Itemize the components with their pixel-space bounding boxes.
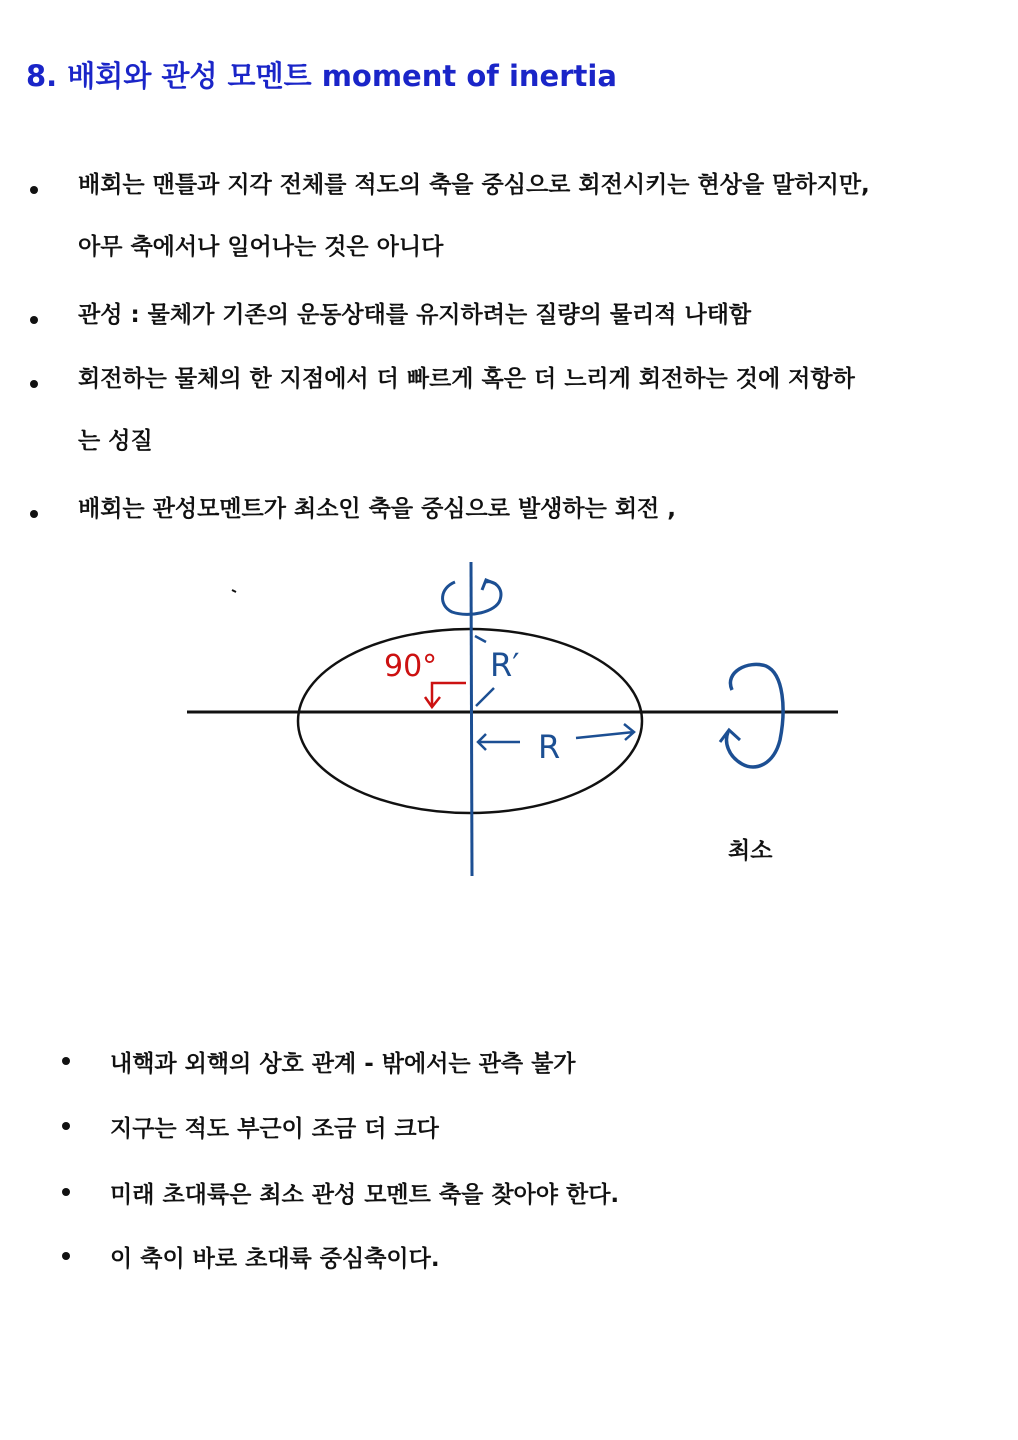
bullet-dot	[30, 186, 38, 194]
page-title: 8. 배회와 관성 모멘트 moment of inertia	[26, 59, 617, 93]
radius-arrow-right	[576, 724, 634, 740]
vertical-axis	[471, 562, 472, 876]
radius-prime-label: R′	[490, 646, 520, 684]
bullet-dot	[30, 380, 38, 388]
bullet-text: 회전하는 물체의 한 지점에서 더 빠르게 혹은 더 느리게 회전하는 것에 저항하	[78, 366, 855, 392]
radius-arrow-left	[478, 734, 520, 750]
angle-label: 90°	[384, 649, 438, 684]
bullet-continuation: 아무 축에서나 일어나는 것은 아니다	[78, 234, 444, 260]
bullet-text: 관성 : 물체가 기존의 운동상태를 유지하려는 질량의 물리적 나태함	[78, 302, 752, 328]
radius-label: R	[538, 728, 561, 766]
bullet-dot	[62, 1188, 70, 1196]
bullet-text: 배회는 관성모멘트가 최소인 축을 중심으로 발생하는 회전 ,	[78, 496, 677, 522]
bullet-text: 내핵과 외핵의 상호 관계 - 밖에서는 관측 불가	[110, 1051, 576, 1077]
radius-prime-slash	[476, 688, 494, 706]
rotation-loop-horizontal	[727, 664, 784, 767]
rotation-arrowhead-horizontal	[720, 730, 740, 742]
minimum-label: 최소	[728, 838, 773, 864]
bullet-continuation: 는 성질	[78, 428, 153, 454]
bullet-text: 지구는 적도 부근이 조금 더 크다	[110, 1116, 439, 1142]
bullet-text: 미래 초대륙은 최소 관성 모멘트 축을 찾아야 한다.	[110, 1182, 620, 1208]
bullet-dot	[30, 510, 38, 518]
stray-mark	[232, 590, 236, 592]
bullet-dot	[62, 1252, 70, 1260]
radius-prime-tick	[475, 636, 486, 642]
bullet-dot	[62, 1122, 70, 1130]
bullet-text: 이 축이 바로 초대륙 중심축이다.	[110, 1246, 440, 1272]
inertia-diagram	[0, 540, 1018, 900]
bullet-dot	[62, 1057, 70, 1065]
bullet-text: 배회는 맨틀과 지각 전체를 적도의 축을 중심으로 회전시키는 현상을 말하지만,	[78, 172, 870, 198]
bullet-dot	[30, 316, 38, 324]
